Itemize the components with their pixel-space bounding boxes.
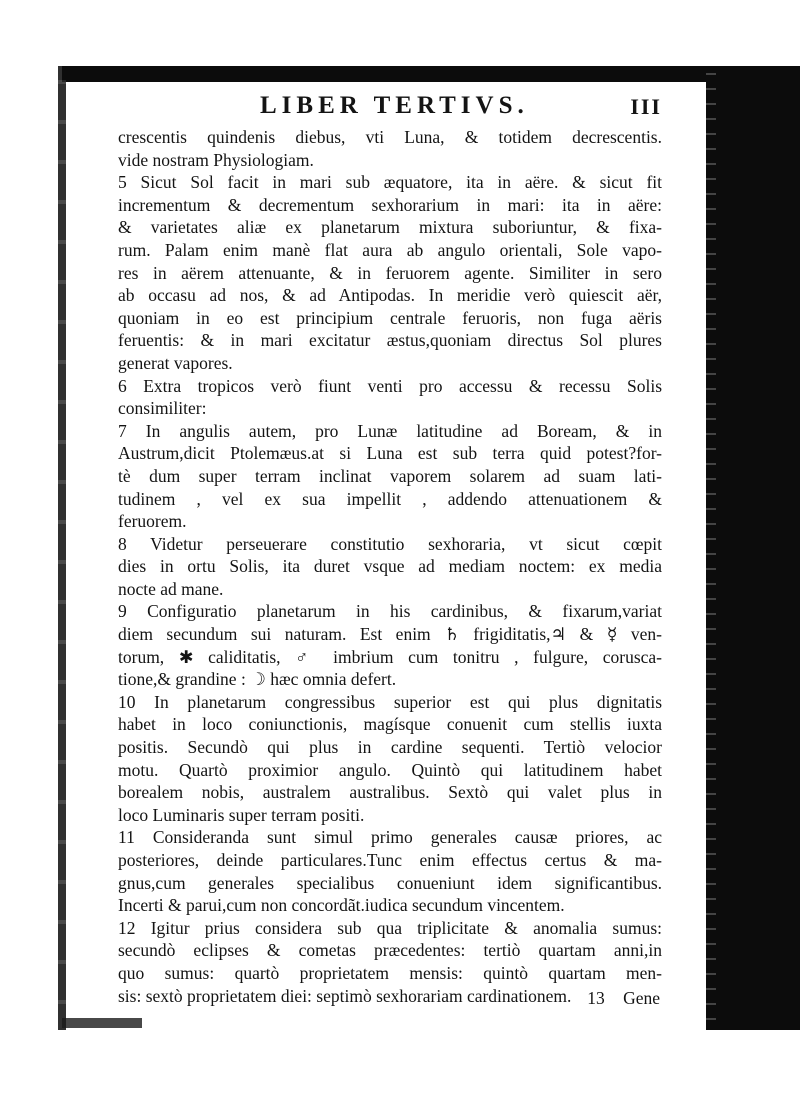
page-frame-right xyxy=(712,66,800,1030)
text-line: feruentis: & in mari excitatur æstus,quoniam directus Sol plures xyxy=(118,330,662,351)
text-line: positis. Secundò qui plus in cardine sequenti. Tertiò velocior xyxy=(118,737,662,758)
text-line: nocte ad mane. xyxy=(118,578,224,599)
text-line: tè dum super terram inclinat vaporem solarem ad suam lati- xyxy=(118,465,662,486)
text-line: posteriores, deinde particulares.Tunc enim effectus certus & ma- xyxy=(118,850,662,870)
paragraph xyxy=(118,917,662,1007)
text-line: motu. Quartò proximior angulo. Quintò qui latitudinem habet xyxy=(118,759,662,780)
paragraph xyxy=(118,826,662,916)
text-line: gnus,cum generales specialibus conueniunt idem significantibus. xyxy=(118,872,662,893)
body-text xyxy=(118,126,662,1007)
text-line: 12 Igitur prius considera sub qua triplicitate & anomalia sumus: xyxy=(118,917,662,938)
paragraph xyxy=(118,375,662,420)
text-line: 10 In planetarum congressibus superior est qui plus dignitatis xyxy=(118,691,662,712)
page-number: III xyxy=(630,94,662,119)
text-line: borealem nobis, australem australibus. Sextò qui valet plus in xyxy=(118,782,662,803)
text-line: Incerti & parui,cum non concordãt.iudica secundum vincentem. xyxy=(118,895,565,916)
text-line: diem secundum sui naturam. Est enim ♄ frigiditatis,♃ & ☿ ven- xyxy=(118,624,662,645)
catchword: 13 Gene xyxy=(587,988,660,1008)
page-frame-top xyxy=(62,66,722,82)
text-line: tudinem , vel ex sua impellit , addendo attenuationem & xyxy=(118,488,662,509)
text-line: quoniam in eo est principium centrale feruoris, non fuga aëris xyxy=(118,307,662,328)
text-line: vide nostram Physiologiam. xyxy=(118,149,314,170)
text-line: 11 Consideranda sunt simul primo generales causæ priores, ac xyxy=(118,827,662,848)
text-line: tione,& grandine : ☽ hæc omnia defert. xyxy=(118,669,397,690)
text-line: 9 Configuratio planetarum in his cardinibus, & fixarum,variat xyxy=(118,601,662,622)
text-line: crescentis quindenis diebus, vti Luna, & totidem decrescentis. xyxy=(118,127,662,147)
paragraph xyxy=(118,691,662,827)
text-line: generat vapores. xyxy=(118,352,233,373)
running-head-title: LIBER TERTIVS. xyxy=(260,92,529,119)
running-head xyxy=(118,92,662,124)
text-line: consimiliter: xyxy=(118,398,207,419)
text-line: habet in loco coniunctionis, magísque conuenit cum stellis iuxta xyxy=(118,714,662,735)
text-line: 6 Extra tropicos verò fiunt venti pro accessu & recessu Solis xyxy=(118,375,662,396)
text-line: dies in ortu Solis, ita duret vsque ad mediam noctem: ex media xyxy=(118,556,662,577)
text-line: torum, ✱ caliditatis, ♂ imbrium cum tonitru , fulgure, corusca- xyxy=(118,646,662,667)
text-line: loco Luminaris super terram positi. xyxy=(118,804,365,825)
paragraph xyxy=(118,600,662,690)
text-line: 5 Sicut Sol facit in mari sub æquatore, ita in aëre. & sicut fit xyxy=(118,172,662,193)
paragraph xyxy=(118,171,662,374)
page-frame-smudge xyxy=(62,1018,142,1028)
text-line: Austrum,dicit Ptolemæus.at si Luna est sub terra quid potest?for- xyxy=(118,443,662,464)
book-page xyxy=(118,92,662,1012)
page-frame-left xyxy=(58,66,66,1030)
text-line: 7 In angulis autem, pro Lunæ latitudine ad Boream, & in xyxy=(118,420,662,441)
text-line: res in aërem attenuante, & in feruorem agente. Similiter in sero xyxy=(118,262,662,283)
text-line: incrementum & decrementum sexhorarium in mari: ita in aëre: xyxy=(118,194,662,215)
paragraph xyxy=(118,126,662,171)
text-line: sis: sextò proprietatem diei: septimò sexhorariam cardinationem. xyxy=(118,985,572,1006)
text-line: feruorem. xyxy=(118,511,187,532)
text-line: secundò eclipses & cometas præcedentes: tertiò quartam anni,in xyxy=(118,940,662,961)
text-line: 8 Videtur perseuerare constitutio sexhoraria, vt sicut cœpit xyxy=(118,533,662,554)
text-line: & varietates aliæ ex planetarum mixtura suboriuntur, & fixa- xyxy=(118,217,662,238)
text-line: ab occasu ad nos, & ad Antipodas. In meridie verò quiescit aër, xyxy=(118,285,662,306)
text-line: rum. Palam enim manè flat aura ab angulo orientali, Sole vapo- xyxy=(118,239,662,260)
text-line: quo sumus: quartò proprietatem mensis: quintò quartam men- xyxy=(118,962,662,983)
paragraph xyxy=(118,420,662,533)
paragraph xyxy=(118,533,662,601)
